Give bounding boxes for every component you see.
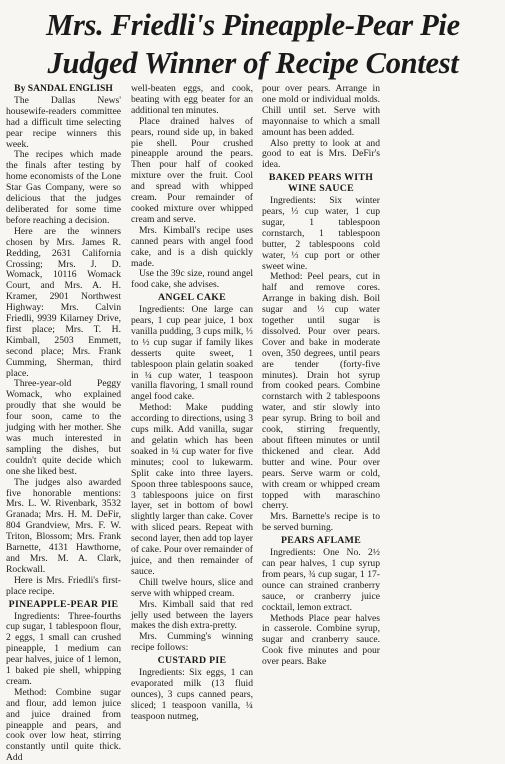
column-3 <box>262 84 380 668</box>
paragraph-continued: pour over pears. Arrange in one mold or individual molds. Chill until set. Serve with mayonnaise to which a small amount has been added. <box>262 83 380 138</box>
recipe-heading: ANGEL CAKE <box>157 292 227 304</box>
paragraph: Mrs. Kimball's recipe uses canned pears with angel food cake, and is a dish quickly made. <box>131 224 253 269</box>
article-body <box>6 83 501 764</box>
paragraph: The judges also awarded five honorable mentions: Mrs. L. W. Rivenbark, 3532 Granada; Mrs. H. M. DeFir, 804 Grandview, Mrs. F. W. Triton, Blossom; Mrs. Frank Barnette, 4131 Hawthorne, and Mrs. M. A. Clark, Rockwall. <box>6 476 121 575</box>
recipe-heading: PEARS AFLAME <box>280 535 362 547</box>
recipe-paragraph: Method: Combine sugar and flour, add lemon juice and juice drained from pineapple and pears, and cook over low heat, stirring constantly until quite thick. Add <box>6 686 121 764</box>
recipe-paragraph: Mrs. Cumming's winning recipe follows: <box>131 631 253 654</box>
recipe-paragraph: Ingredients: Three-fourths cup sugar, 1 tablespoon flour, 2 eggs, 1 small can crushed pineapple, 1 medium can pear halves, juice of 1 lemon, 1 baked pie shell, whipping cream. <box>6 610 121 687</box>
recipe-paragraph: Mrs. Barnette's recipe is to be served burning. <box>262 511 380 534</box>
paragraph: Also pretty to look at and good to eat is Mrs. DeFir's idea. <box>262 137 380 171</box>
recipe-heading: BAKED PEARS WITH WINE SAUCE <box>268 172 374 195</box>
headline-line-2: Judged Winner of Recipe Contest <box>47 46 459 80</box>
recipe-paragraph: Method: Make pudding according to directions, using 3 cups milk. Add vanilla, sugar and gelatin which has been soaked in ¼ cup water for five minutes; cool to lukewarm. Split cake into three layers. Spoon three tablespoons sauce, 3 tablespoons juice on first layer, set in bottom of bowl slightly larger than cake. Cover with sliced pears. Repeat with second layer, then add top layer of cake. Pour over remainder of juice, and then remainder of sauce. <box>131 402 254 577</box>
column-1 <box>6 84 121 764</box>
paragraph: Place drained halves of pears, round side up, in baked pie shell. Pour crushed pineapple around the pears. Then pour half of cooked mixture over the fruit. Cool and spread with whipped cream. Pour remainder of cooked mixture over whipped cream and serve. <box>131 115 253 225</box>
paragraph: The Dallas News' housewife-readers committee had a difficult time selecting pear recipe winners this week. <box>6 94 121 150</box>
recipe-paragraph: Ingredients: Six eggs, 1 can evaporated milk (13 fluid ounces), 3 cups canned pears, sliced; 1 teaspoon vanilla, ¼ teaspoon nutmeg, <box>131 667 253 722</box>
paragraph: The recipes which made the finals after testing by home economists of the Lone Star Gas Company, were so delicious that the judges deliberated for some time before reaching a decision. <box>6 149 121 226</box>
headline-line-1: Mrs. Friedli's Pineapple-Pear Pie <box>46 8 460 42</box>
paragraph: Three-year-old Peggy Womack, who explained proudly that she would be four soon, came to the judging with her mother. She was much interested in sampling the dishes, but couldn't quite decide which one she liked best. <box>6 378 121 477</box>
recipe-paragraph: Method: Peel pears, cut in half and remove cores. Arrange in baking dish. Boil sugar and ⅓ cup water together until sugar is dissolved. Pour over pears. Cover and bake in moderate oven, 350 degrees, until pears are tender (forty-five minutes). Drain hot syrup from cooked pears. Combine cornstarch with 2 tablespoons water, and stir slowly into pear syrup. Bring to boil and cook, stirring frequently, about fifteen minutes or until thickened and clear. Add butter and wine. Pour over pears. Serve warm or cold, with cream or whipped cream topped with maraschino cherry. <box>262 271 380 512</box>
recipe-paragraph: Methods Place pear halves in casserole. Combine syrup, sugar and cranberry sauce. Cook five minutes and pour over pears. Bake <box>262 612 380 668</box>
column-2 <box>131 84 253 723</box>
recipe-paragraph: Ingredients: One No. 2½ can pear halves, 1 cup syrup from pears, ¾ cup sugar, 1 17-ounce can strained cranberry sauce, or cranberry juice cocktail, lemon extract. <box>262 547 380 613</box>
headline <box>8 6 498 82</box>
byline: By SANDAL ENGLISH <box>14 83 113 94</box>
paragraph-continued: well-beaten eggs, and cook, beating with egg beater for an additional ten minutes. <box>131 83 253 116</box>
recipe-paragraph: Ingredients: Six winter pears, ⅓ cup water, 1 cup sugar, 1 tablespoon cornstarch, 1 tablespoon butter, 2 tablespoons cold water, ⅓ cup port or other sweet wine. <box>262 195 380 272</box>
recipe-paragraph: Mrs. Kimball said that red jelly used between the layers makes the dish extra-pretty. <box>131 598 253 632</box>
paragraph: Here are the winners chosen by Mrs. James R. Redding, 2631 California Crossing; Mrs. J. D. Womack, 10116 Womack Court, and Mrs. A. H. Kramer, 2901 Northwest Highway: Mrs. Calvin Friedli, 9939 Kilarney Drive, first place; Mrs. T. H. Kimball, 2503 Emmett, second place; Mrs. Frank Cumming, Sherman, third place. <box>6 225 121 379</box>
recipe-heading: PINEAPPLE-PEAR PIE <box>8 598 119 610</box>
recipe-heading: CUSTARD PIE <box>157 655 227 667</box>
recipe-paragraph: Ingredients: One large can pears, 1 cup pear juice, 1 box vanilla pudding, 3 cups milk, ⅓ to ½ cup sugar if family likes desserts quite sweet, 1 tablespoon plain gelatin soaked in ¼ cup water, 1 teaspoon vanilla flavoring, 1 small round angel food cake. <box>131 304 253 403</box>
paragraph: Use the 39c size, round angel food cake, she advises. <box>131 268 253 291</box>
paragraph: Here is Mrs. Friedli's first-place recipe. <box>6 574 121 597</box>
recipe-paragraph: Chill twelve hours, slice and serve with whipped cream. <box>131 576 253 599</box>
